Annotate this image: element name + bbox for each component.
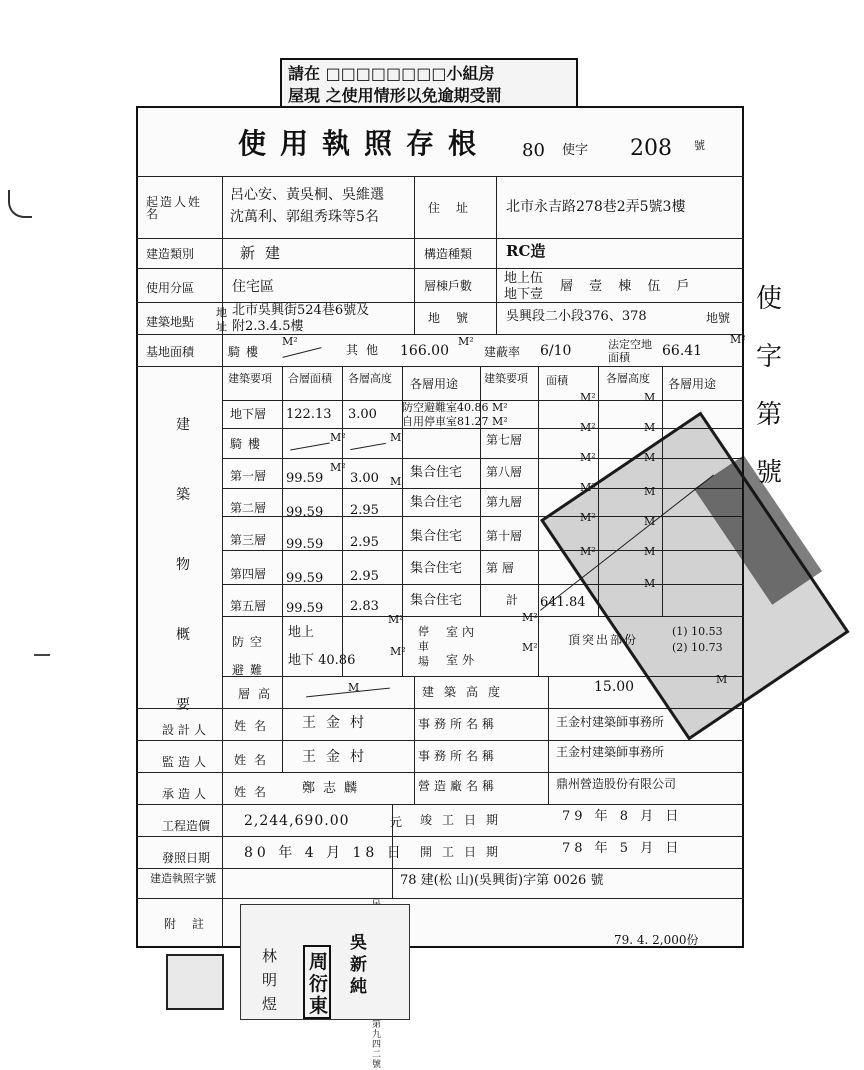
header-item: 建築要項 <box>228 372 272 385</box>
rule <box>548 676 549 804</box>
unit-m2: M² <box>330 431 346 444</box>
seal-text-3: 林明煜 <box>262 947 278 1013</box>
shelter-below: 地下 40.86 <box>288 653 356 668</box>
total-area: 641.84 <box>540 595 586 610</box>
printing-note: 79. 4. 2,000份 <box>614 933 699 947</box>
floor-name: 第一層 <box>230 469 267 483</box>
roof-label: 頂突出部份 <box>568 633 639 647</box>
lot-label: 地號 <box>428 311 485 325</box>
side-characters: 使字第號 <box>756 284 783 488</box>
unit-m2: M² <box>390 645 406 658</box>
contractor-name: 鄭志麟 <box>302 781 366 796</box>
unit-m: M <box>716 673 728 686</box>
header-use-2: 各層用途 <box>668 377 717 391</box>
completion-value: 79 年 8 月 日 <box>562 809 683 824</box>
building-height-label: 建築高度 <box>422 685 511 699</box>
supervisor-office: 王金村建築師事務所 <box>556 745 665 759</box>
unit-m: M <box>348 681 360 694</box>
header-area-2: 面積 <box>546 374 568 387</box>
unit-m: M <box>644 577 656 590</box>
basement-use-1: 防空避難室40.86 M² <box>402 401 508 414</box>
other-value: 166.00 <box>400 343 449 359</box>
permit-number: 208 <box>630 136 672 161</box>
unit-m2: M² <box>330 461 346 474</box>
rule <box>222 176 223 948</box>
floors-detail: 層 壹 棟 伍 戶 <box>560 279 696 294</box>
form-title: 使用執照存根 <box>238 127 491 160</box>
arcade-label: 騎樓 <box>228 345 265 359</box>
unit-m: M <box>644 485 656 498</box>
roof-value-2: (2) 10.73 <box>672 641 723 654</box>
contractor-firm-label: 營造廠名稱 <box>418 779 499 793</box>
coverage-label: 建蔽率 <box>484 345 521 359</box>
coverage-value: 6/10 <box>540 343 572 359</box>
remarks-vertical-note: 第九四二號 <box>372 1020 382 1070</box>
unit-m2: M² <box>580 545 596 558</box>
designer-label: 設計人 <box>162 723 211 737</box>
builder-label: 起造人姓名 <box>146 195 203 221</box>
rule <box>136 268 744 269</box>
header-height: 各層高度 <box>348 372 392 385</box>
header-area: 合層面積 <box>288 372 332 385</box>
basement-use-2: 自用停車室81.27 M² <box>402 415 508 428</box>
supervisor-name-label: 姓名 <box>234 753 275 767</box>
rule <box>136 804 744 805</box>
designer-name-label: 姓名 <box>234 719 275 733</box>
permit-label: 建造執照字號 <box>150 872 216 885</box>
designer-office-label: 事務所名稱 <box>418 717 499 731</box>
floor-height-label: 層高 <box>238 687 279 701</box>
contractor-name-label: 姓名 <box>234 785 275 799</box>
permit-value: 78 建(松 山)(吳興街)字第 0026 號 <box>400 873 604 888</box>
rule <box>136 708 744 709</box>
parking-label: 停車場 <box>418 625 429 668</box>
floor-name: 騎樓 <box>230 437 267 451</box>
rule <box>136 238 744 239</box>
floor-name: 第二層 <box>230 501 267 515</box>
unit-m: M <box>644 421 656 434</box>
summary-label: 建築物概要 <box>176 417 190 713</box>
unit-m2: M² <box>580 481 596 494</box>
site-label: 建築地點 <box>146 315 195 329</box>
site-prefix: 地址 <box>216 306 227 333</box>
edge-mark <box>34 654 50 656</box>
open-space-unit: M² <box>730 333 746 346</box>
other-label: 其他 <box>346 343 387 357</box>
building-height-value: 15.00 <box>594 679 635 695</box>
floor-name: 第五層 <box>230 599 267 613</box>
notice-box <box>280 58 578 108</box>
rule <box>136 868 744 869</box>
floor-area: 99.59 <box>286 471 324 486</box>
lot-value: 吳興段二小段376、378 <box>506 309 647 324</box>
rule <box>136 898 744 899</box>
floor-use: 集合住宅 <box>410 529 463 544</box>
contractor-firm: 鼎州營造股份有限公司 <box>556 777 677 791</box>
rule <box>342 366 343 676</box>
seal-text: 周衍東 <box>309 951 329 1017</box>
construction-type-label: 建造類別 <box>146 247 195 261</box>
unit-m: M <box>390 475 402 488</box>
rule <box>136 740 744 741</box>
lot-suffix: 地號 <box>706 311 731 325</box>
site-address-line-1: 北市吳興街524巷6號及 <box>232 303 370 318</box>
floor-height: 3.00 <box>350 471 379 486</box>
zoning-value: 住宅區 <box>232 279 274 295</box>
completion-label: 竣工日期 <box>420 813 509 827</box>
contractor-label: 承造人 <box>162 787 211 801</box>
floor-use: 集合住宅 <box>410 561 463 576</box>
cost-value: 2,244,690.00 <box>244 813 350 829</box>
builder-address: 北市永吉路278巷2弄5號3樓 <box>506 199 686 215</box>
unit-m2: M² <box>522 641 538 654</box>
unit-m: M <box>644 545 656 558</box>
permit-suffix: 號 <box>694 139 705 152</box>
roof-value-1: (1) 10.53 <box>672 625 723 638</box>
site-address-line-2: 附2.3.4.5樓 <box>232 319 304 334</box>
floor-area: 122.13 <box>286 407 332 422</box>
above-ground: 地上伍 <box>504 271 544 286</box>
unit-m: M <box>644 515 656 528</box>
header-height-2: 各層高度 <box>606 372 650 385</box>
rule <box>222 428 744 429</box>
permit-year: 80 <box>522 140 545 161</box>
floor-height: 2.95 <box>350 503 379 518</box>
remarks-label: 附註 <box>164 917 221 931</box>
floor-area: 99.59 <box>286 505 324 520</box>
unit-m2: M² <box>388 613 404 626</box>
rule <box>414 676 415 804</box>
total-label: 計 <box>506 593 519 607</box>
header-item-2: 建築要項 <box>484 372 528 385</box>
rule <box>136 772 744 773</box>
floor-name: 地下層 <box>230 407 267 421</box>
floor-name: 第三層 <box>230 533 267 547</box>
floor-name-right: 第 層 <box>486 561 514 575</box>
floor-area: 99.59 <box>286 537 324 552</box>
floor-name-right: 第七層 <box>486 433 523 447</box>
shelter-above: 地上 <box>288 625 315 640</box>
unit-m2: M² <box>580 421 596 434</box>
address-label: 住址 <box>428 201 485 215</box>
floor-use: 集合住宅 <box>410 465 463 480</box>
seal-box <box>303 945 331 1019</box>
supervisor-label: 監造人 <box>162 755 211 769</box>
floor-height: 3.00 <box>348 407 377 422</box>
cost-label: 工程造價 <box>162 819 211 833</box>
structure-value: RC造 <box>506 242 546 260</box>
rule <box>282 366 283 772</box>
unit-m: M <box>644 391 656 404</box>
construction-type-value: 新建 <box>240 244 291 262</box>
unit-m2: M² <box>580 451 596 464</box>
floor-name-right: 第八層 <box>486 465 523 479</box>
shelter-label: 防空避難 <box>232 635 269 677</box>
floor-name-right: 第九層 <box>486 495 523 509</box>
floor-area: 99.59 <box>286 601 324 616</box>
floor-name: 第四層 <box>230 567 267 581</box>
open-space-value: 66.41 <box>662 343 703 359</box>
header-use: 各層用途 <box>410 377 459 391</box>
start-date-value: 78 年 5 月 日 <box>562 841 683 856</box>
other-unit: M² <box>458 335 474 348</box>
rule <box>136 176 744 177</box>
unit-m2: M² <box>522 611 538 624</box>
permit-char: 使字 <box>562 143 589 158</box>
structure-label: 構造種類 <box>424 247 473 261</box>
rule <box>496 176 497 334</box>
edge-mark <box>8 190 32 218</box>
unit-m2: M² <box>580 391 596 404</box>
rule <box>136 302 744 303</box>
start-date-label: 開工日期 <box>420 845 509 859</box>
notice-line-1: 請在 □□□□□□□□小組房 <box>288 64 495 83</box>
floor-height: 2.83 <box>350 599 379 614</box>
floor-height: 2.95 <box>350 569 379 584</box>
unit-m: M <box>644 451 656 464</box>
below-ground: 地下壹 <box>504 287 544 302</box>
unit-m: M <box>390 431 402 444</box>
floor-height: 2.95 <box>350 535 379 550</box>
supervisor-name: 王金村 <box>302 749 374 765</box>
builder-names-line-1: 呂心安、黃吳桐、吳維選 <box>230 187 384 203</box>
supervisor-office-label: 事務所名稱 <box>418 749 499 763</box>
seal-text-2: 吳新純 <box>350 933 367 997</box>
issue-date-label: 發照日期 <box>162 851 211 865</box>
cost-unit: 元 <box>390 815 403 829</box>
notice-line-2: 屋現 之使用情形以免逾期受罰 <box>288 86 502 105</box>
floor-area: 99.59 <box>286 571 324 586</box>
open-space-label: 法定空地面積 <box>608 338 652 364</box>
unit-m2: M² <box>580 511 596 524</box>
zoning-label: 使用分區 <box>146 281 195 295</box>
issue-date-value: 80 年 4 月 18 日 <box>244 845 405 861</box>
rule <box>136 366 744 367</box>
rule <box>414 176 415 334</box>
site-area-label: 基地面積 <box>146 345 195 359</box>
parking-indoor: 室內 <box>446 625 479 639</box>
parking-outdoor: 室外 <box>446 653 479 667</box>
square-stamp <box>166 954 224 1010</box>
designer-name: 王金村 <box>302 715 374 731</box>
rule <box>136 334 744 335</box>
rule <box>538 366 539 676</box>
arcade-unit: M² <box>282 335 298 348</box>
rule <box>136 836 744 837</box>
floor-name-right: 第十層 <box>486 529 523 543</box>
builder-names-line-2: 沈萬利、郭組秀珠等5名 <box>230 209 379 225</box>
floor-use: 集合住宅 <box>410 593 463 608</box>
floor-use: 集合住宅 <box>410 495 463 510</box>
designer-office: 王金村建築師事務所 <box>556 715 665 729</box>
floors-label: 層棟戶數 <box>424 279 473 293</box>
